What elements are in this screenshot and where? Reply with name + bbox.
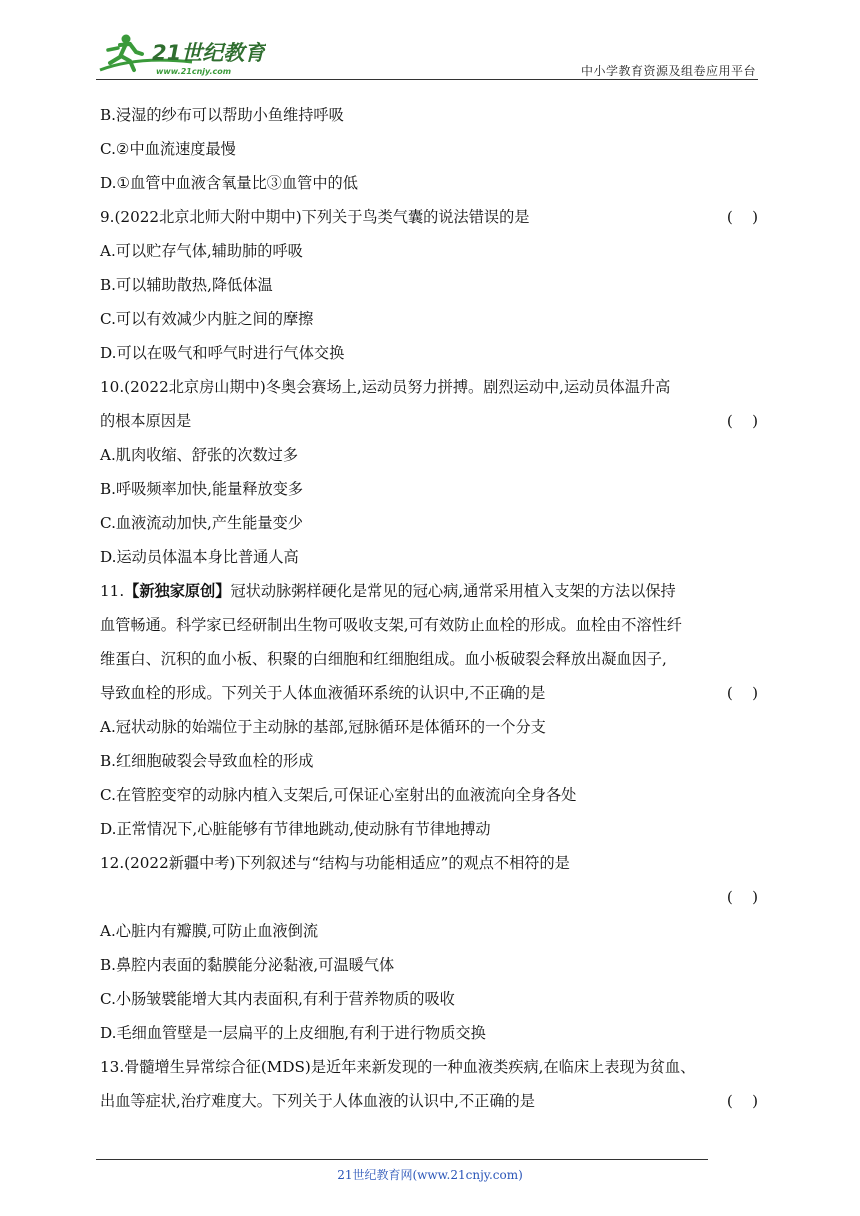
text-line-c9	[100, 302, 760, 336]
line-text: B.鼻腔内表面的黏膜能分泌黏液,可温暖气体	[100, 956, 395, 974]
answer-bracket[interactable]: ( )	[726, 208, 758, 226]
text-line-b12	[100, 948, 760, 982]
text-line-b10	[100, 472, 760, 506]
line-text: C.小肠皱襞能增大其内表面积,有利于营养物质的吸收	[100, 990, 455, 1008]
header-divider	[96, 79, 758, 80]
line-text: B.浸湿的纱布可以帮助小鱼维持呼吸	[100, 106, 344, 124]
text-line-c8	[100, 132, 760, 166]
line-text: D.①血管中血液含氧量比③血管中的低	[100, 174, 358, 192]
line-text: A.冠状动脉的始端位于主动脉的基部,冠脉循环是体循环的一个分支	[100, 718, 546, 736]
text-line-q11d	[100, 676, 760, 710]
line-text	[100, 582, 676, 600]
line-text: 导致血栓的形成。下列关于人体血液循环系统的认识中,不正确的是	[100, 684, 546, 702]
answer-bracket[interactable]: ( )	[726, 1092, 758, 1110]
line-text: A.肌肉收缩、舒张的次数过多	[100, 446, 299, 464]
answer-bracket[interactable]: ( )	[726, 684, 758, 702]
text-line-a10	[100, 438, 760, 472]
text-line-d9	[100, 336, 760, 370]
site-name: 中小学教育资源及组卷应用平台	[580, 64, 756, 78]
text-line-q9	[100, 200, 760, 234]
line-text: C.②中血流速度最慢	[100, 140, 236, 158]
answer-bracket[interactable]: ( )	[726, 888, 758, 906]
text-line-q11b	[100, 608, 760, 642]
question-content	[100, 98, 760, 1118]
text-line-d12	[100, 1016, 760, 1050]
line-text: B.可以辅助散热,降低体温	[100, 276, 273, 294]
text-line-q12br	[100, 880, 760, 914]
line-text: C.可以有效减少内脏之间的摩擦	[100, 310, 314, 328]
text-line-c11	[100, 778, 760, 812]
svg-text:21世纪教育: 21世纪教育	[152, 41, 266, 65]
text-line-c12	[100, 982, 760, 1016]
line-text: C.在管腔变窄的动脉内植入支架后,可保证心室射出的血液流向全身各处	[100, 786, 577, 804]
text-line-b8	[100, 98, 760, 132]
line-text: D.可以在吸气和呼气时进行气体交换	[100, 344, 345, 362]
text-line-d11	[100, 812, 760, 846]
svg-text:www.21cnjy.com: www.21cnjy.com	[156, 67, 232, 76]
text-line-q10a	[100, 370, 760, 404]
line-text: B.红细胞破裂会导致血栓的形成	[100, 752, 314, 770]
line-text: D.毛细血管壁是一层扁平的上皮细胞,有利于进行物质交换	[100, 1024, 486, 1042]
answer-bracket[interactable]: ( )	[726, 412, 758, 430]
text-line-c10	[100, 506, 760, 540]
text-line-a11	[100, 710, 760, 744]
text-line-q10b	[100, 404, 760, 438]
footer-divider	[96, 1159, 708, 1160]
line-text: 维蛋白、沉积的血小板、积聚的白细胞和红细胞组成。血小板破裂会释放出凝血因子,	[100, 650, 667, 668]
text-line-b11	[100, 744, 760, 778]
original-tag: 【新独家原创】	[124, 582, 231, 600]
line-text: 13.骨髓增生异常综合征(MDS)是近年来新发现的一种血液类疾病,在临床上表现为贫血、	[100, 1058, 696, 1076]
line-text: 血管畅通。科学家已经研制出生物可吸收支架,可有效防止血栓的形成。血栓由不溶性纤	[100, 616, 682, 634]
question-number: 11.	[100, 582, 125, 600]
text-line-d8	[100, 166, 760, 200]
text-line-q11a	[100, 574, 760, 608]
line-text: 12.(2022新疆中考)下列叙述与“结构与功能相适应”的观点不相符的是	[100, 854, 570, 872]
line-text: A.心脏内有瓣膜,可防止血液倒流	[100, 922, 319, 940]
text-line-a9	[100, 234, 760, 268]
page-header	[0, 0, 860, 82]
question-stem: 冠状动脉粥样硬化是常见的冠心病,通常采用植入支架的方法以保持	[230, 582, 676, 600]
line-text: A.可以贮存气体,辅助肺的呼吸	[100, 242, 303, 260]
line-text: 出血等症状,治疗难度大。下列关于人体血液的认识中,不正确的是	[100, 1092, 535, 1110]
text-line-q13b	[100, 1084, 760, 1118]
text-line-q12	[100, 846, 760, 880]
site-logo	[96, 30, 266, 78]
text-line-q13a	[100, 1050, 760, 1084]
footer-text: 21世纪教育网(www.21cnjy.com)	[337, 1168, 523, 1182]
line-text: D.运动员体温本身比普通人高	[100, 548, 299, 566]
line-text: D.正常情况下,心脏能够有节律地跳动,使动脉有节律地搏动	[100, 820, 491, 838]
text-line-a12	[100, 914, 760, 948]
text-line-d10	[100, 540, 760, 574]
line-text: 的根本原因是	[100, 412, 192, 430]
line-text: B.呼吸频率加快,能量释放变多	[100, 480, 304, 498]
line-text: 9.(2022北京北师大附中期中)下列关于鸟类气囊的说法错误的是	[100, 208, 530, 226]
line-text: 10.(2022北京房山期中)冬奥会赛场上,运动员努力拼搏。剧烈运动中,运动员体温升高	[100, 378, 671, 396]
text-line-b9	[100, 268, 760, 302]
text-line-q11c	[100, 642, 760, 676]
line-text: C.血液流动加快,产生能量变少	[100, 514, 303, 532]
